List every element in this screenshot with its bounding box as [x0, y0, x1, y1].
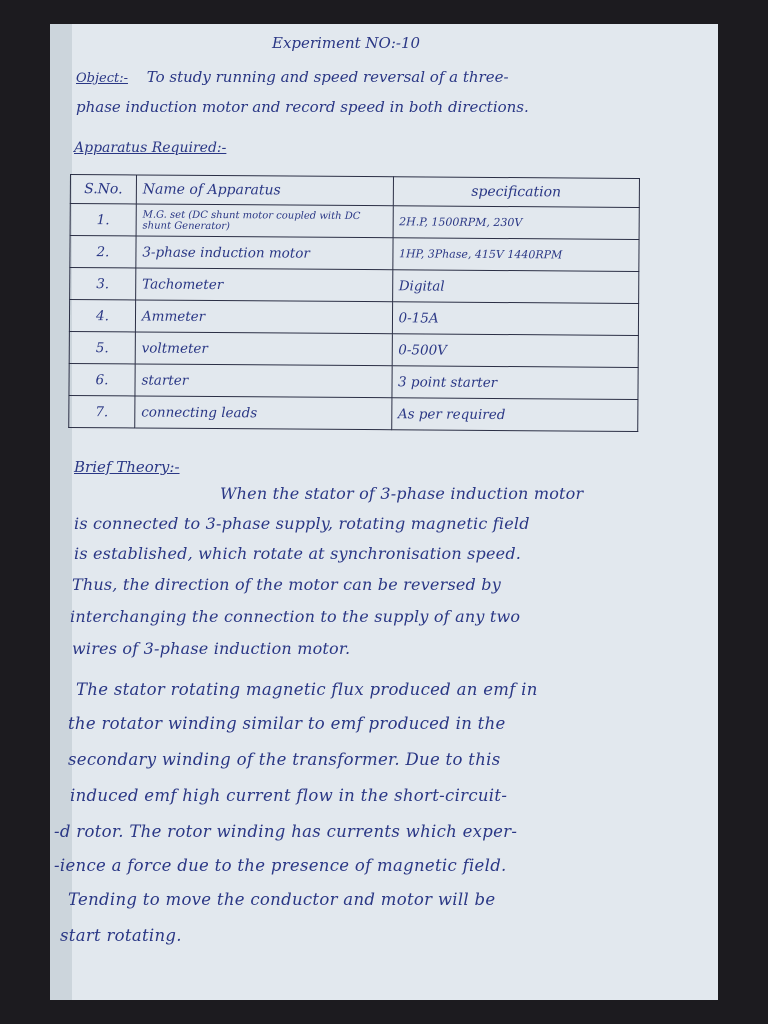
cell-spec: 0-500V — [392, 334, 639, 368]
theory-line: start rotating. — [60, 926, 182, 945]
cell-name: M.G. set (DC shunt motor coupled with DC shunt Generator) — [136, 204, 393, 238]
theory-line: -ience a force due to the presence of magnetic field. — [54, 856, 507, 875]
apparatus-table — [68, 174, 640, 432]
cell-sno: 4. — [69, 300, 135, 332]
cell-spec: As per required — [391, 398, 638, 432]
theory-line: is connected to 3-phase supply, rotating magnetic field — [74, 514, 530, 533]
cell-name: 3-phase induction motor — [136, 236, 393, 270]
cell-name: voltmeter — [135, 332, 392, 366]
cell-spec: 0-15A — [392, 302, 639, 336]
cell-name: connecting leads — [135, 396, 392, 430]
theory-line: Thus, the direction of the motor can be reversed by — [72, 575, 501, 594]
page-margin-stripe — [50, 24, 72, 1000]
cell-spec: 2H.P, 1500RPM, 230V — [393, 206, 640, 240]
cell-spec: 1HP, 3Phase, 415V 1440RPM — [392, 238, 639, 272]
table-row — [70, 268, 639, 304]
header-specification: specification — [393, 177, 640, 208]
theory-line: The stator rotating magnetic flux produced an emf in — [76, 680, 538, 699]
cell-name: starter — [135, 364, 392, 398]
cell-sno: 6. — [69, 363, 135, 395]
table-row — [69, 395, 638, 431]
cell-name: Ammeter — [135, 300, 392, 334]
header-name: Name of Apparatus — [136, 175, 393, 206]
object-text-1: To study running and speed reversal of a three- — [146, 68, 509, 86]
header-sno: S.No. — [70, 175, 136, 204]
theory-line: induced emf high current flow in the short-circuit- — [70, 786, 508, 805]
apparatus-heading: Apparatus Required:- — [74, 140, 227, 156]
table-row — [69, 363, 638, 399]
theory-line: Tending to move the conductor and motor will be — [68, 890, 496, 909]
cell-sno: 2. — [70, 236, 136, 268]
cell-sno: 7. — [69, 395, 135, 427]
table-row — [69, 300, 638, 336]
cell-name: Tachometer — [136, 268, 393, 302]
notebook-page — [50, 24, 718, 1000]
table-row — [70, 204, 639, 240]
table-row — [70, 236, 639, 272]
cell-sno: 3. — [70, 268, 136, 300]
object-line-1 — [76, 68, 509, 86]
cell-sno: 5. — [69, 331, 135, 363]
brief-theory-heading: Brief Theory:- — [74, 458, 180, 476]
cell-sno: 1. — [70, 204, 136, 236]
theory-line: interchanging the connection to the supply of any two — [70, 607, 521, 626]
theory-line: the rotator winding similar to emf produced in the — [68, 714, 506, 733]
theory-line: When the stator of 3-phase induction motor — [220, 484, 584, 503]
theory-line: -d rotor. The rotor winding has currents which exper- — [54, 822, 518, 841]
page-title: Experiment NO:-10 — [272, 34, 421, 52]
table-header-row — [70, 175, 639, 208]
theory-line: secondary winding of the transformer. Due to this — [68, 750, 501, 769]
cell-spec: 3 point starter — [391, 366, 638, 400]
theory-line: is established, which rotate at synchronisation speed. — [74, 544, 522, 563]
theory-line: wires of 3-phase induction motor. — [72, 639, 351, 658]
table-row — [69, 331, 638, 367]
object-line-2: phase induction motor and record speed in both directions. — [76, 98, 529, 116]
cell-spec: Digital — [392, 270, 639, 304]
object-label: Object:- — [76, 71, 128, 86]
